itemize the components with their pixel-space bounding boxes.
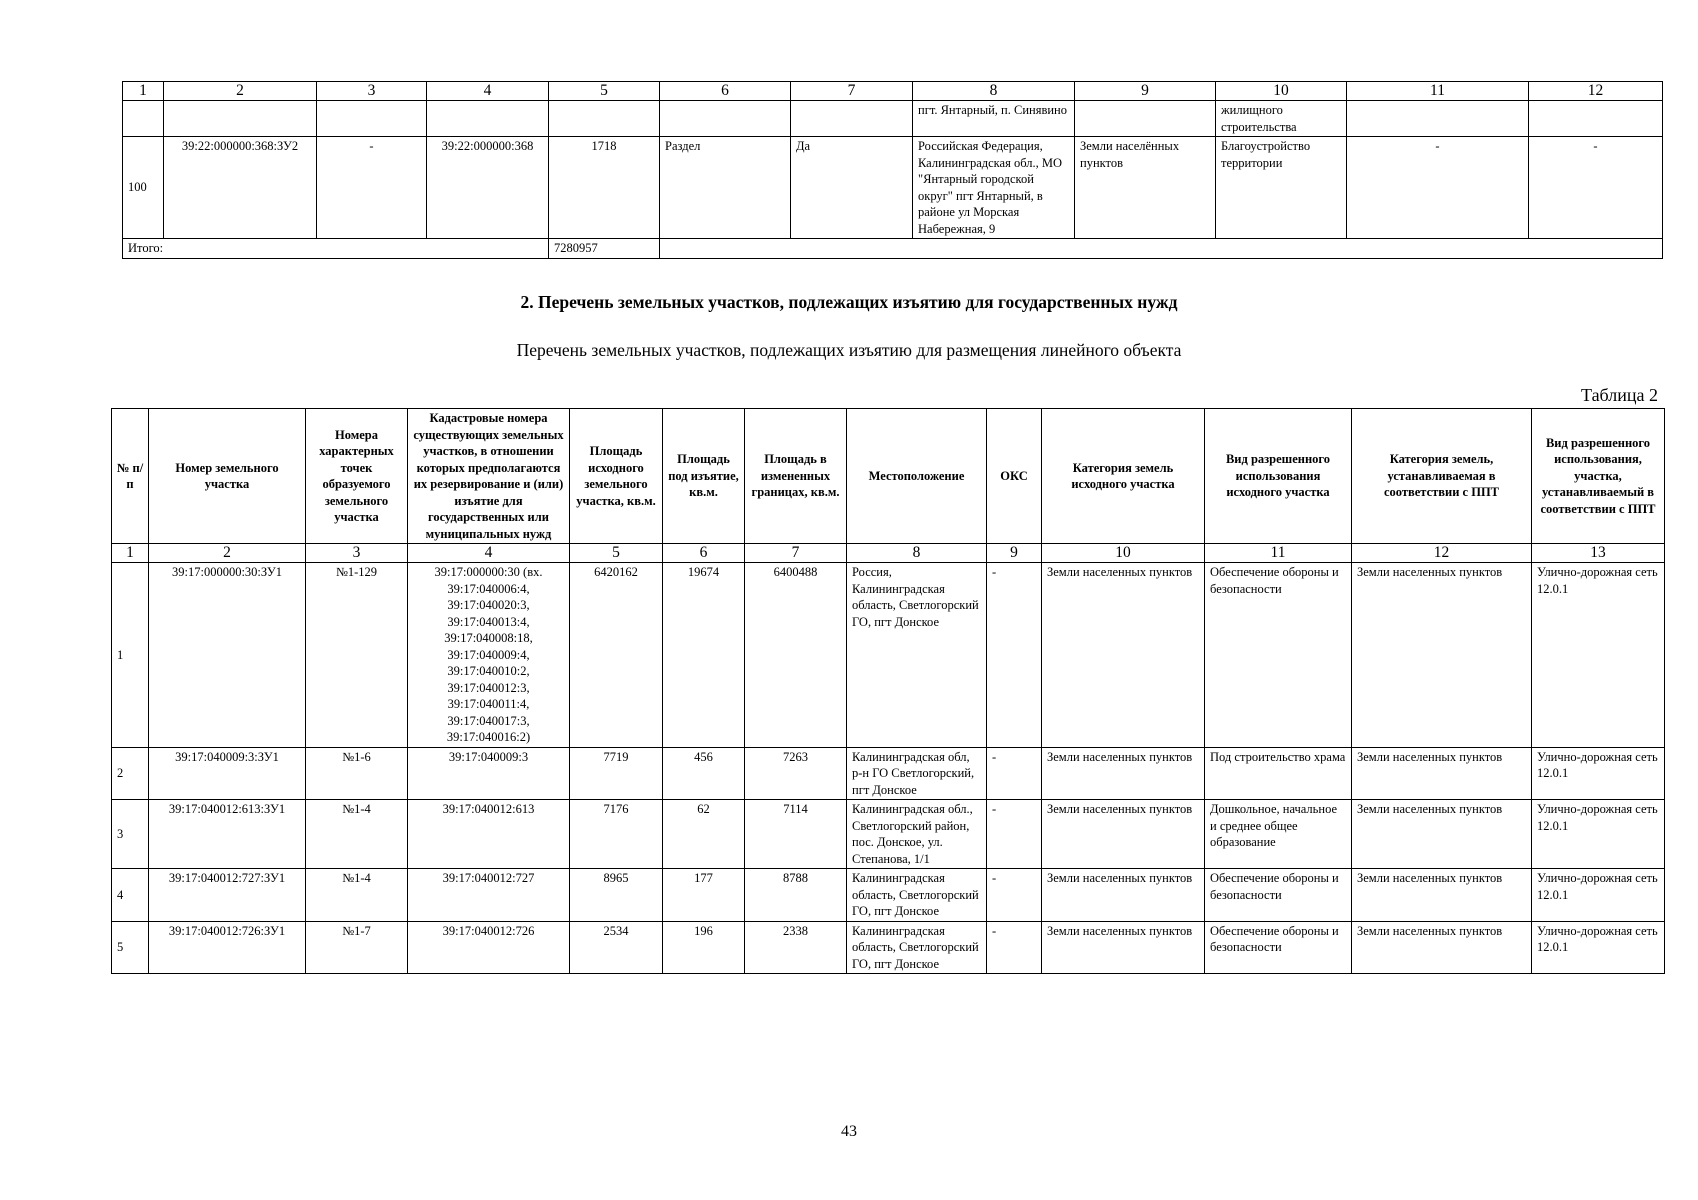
table-cell: - bbox=[987, 800, 1042, 869]
table-cell: 456 bbox=[663, 747, 745, 800]
table-cell bbox=[317, 101, 427, 137]
table-cell: Земли населенных пунктов bbox=[1042, 921, 1205, 974]
table-cell: Земли населенных пунктов bbox=[1042, 747, 1205, 800]
table-cell: Дошкольное, начальное и среднее общее образование bbox=[1205, 800, 1352, 869]
column-header: Площадь исходного земельного участка, кв.м. bbox=[570, 409, 663, 544]
row-number: 2 bbox=[112, 747, 149, 800]
table-row bbox=[112, 563, 1665, 748]
table-cell: №1-4 bbox=[306, 800, 408, 869]
table-cell: 39:22:000000:368:ЗУ2 bbox=[164, 137, 317, 239]
table-cell: 2338 bbox=[745, 921, 847, 974]
table-caption: Таблица 2 bbox=[1581, 385, 1658, 405]
table-cell: Улично-дорожная сеть 12.0.1 bbox=[1532, 800, 1665, 869]
table-cell bbox=[427, 101, 549, 137]
table-cell bbox=[549, 101, 660, 137]
table-cell: Россия, Калининградская область, Светлогорский ГО, пгт Донское bbox=[847, 563, 987, 748]
column-number: 11 bbox=[1347, 82, 1529, 101]
table-row bbox=[123, 137, 1663, 239]
table-cell: Калининградская область, Светлогорский ГО, пгт Донское bbox=[847, 921, 987, 974]
column-header: Площадь под изъятие, кв.м. bbox=[663, 409, 745, 544]
column-number: 3 bbox=[317, 82, 427, 101]
table-cell: Калининградская область, Светлогорский ГО, пгт Донское bbox=[847, 869, 987, 922]
row-number: 3 bbox=[112, 800, 149, 869]
column-header: Номер земельного участка bbox=[149, 409, 306, 544]
column-header: Вид разрешенного использования, участка, устанавливаемый в соответствии с ППТ bbox=[1532, 409, 1665, 544]
column-header: № п/п bbox=[112, 409, 149, 544]
column-number: 8 bbox=[847, 544, 987, 563]
land-plots-table-continuation bbox=[122, 81, 1663, 259]
column-number: 12 bbox=[1352, 544, 1532, 563]
table-cell: Обеспечение обороны и безопасности bbox=[1205, 563, 1352, 748]
table-cell bbox=[123, 101, 164, 137]
table-cell bbox=[791, 101, 913, 137]
table-cell: 7263 bbox=[745, 747, 847, 800]
table-cell: Улично-дорожная сеть 12.0.1 bbox=[1532, 921, 1665, 974]
table-cell: 2534 bbox=[570, 921, 663, 974]
table-cell: Земли населенных пунктов bbox=[1352, 747, 1532, 800]
column-number: 1 bbox=[123, 82, 164, 101]
header-row bbox=[112, 409, 1665, 544]
table-cell: Под строительство храма bbox=[1205, 747, 1352, 800]
table-cell: 7176 bbox=[570, 800, 663, 869]
column-number-row bbox=[112, 544, 1665, 563]
table-cell: Земли населённых пунктов bbox=[1075, 137, 1216, 239]
column-number: 8 bbox=[913, 82, 1075, 101]
table-cell bbox=[1075, 101, 1216, 137]
column-number: 6 bbox=[660, 82, 791, 101]
column-header: Вид разрешенного использования исходного участка bbox=[1205, 409, 1352, 544]
table-cell: Калининградская обл, р-н ГО Светлогорский, пгт Донское bbox=[847, 747, 987, 800]
table-cell bbox=[164, 101, 317, 137]
table-cell: Земли населенных пунктов bbox=[1042, 563, 1205, 748]
table-cell: №1-4 bbox=[306, 869, 408, 922]
table-cell: - bbox=[987, 747, 1042, 800]
column-number: 12 bbox=[1529, 82, 1663, 101]
table-cell: - bbox=[987, 869, 1042, 922]
table-cell: Земли населенных пунктов bbox=[1352, 563, 1532, 748]
column-number: 5 bbox=[570, 544, 663, 563]
table-cell bbox=[1529, 101, 1663, 137]
table-cell: Земли населенных пунктов bbox=[1352, 800, 1532, 869]
column-header: ОКС bbox=[987, 409, 1042, 544]
table-cell: 39:17:040012:726 bbox=[408, 921, 570, 974]
table-cell: №1-7 bbox=[306, 921, 408, 974]
total-value: 7280957 bbox=[549, 239, 660, 259]
row-number: 4 bbox=[112, 869, 149, 922]
table-cell: 39:22:000000:368 bbox=[427, 137, 549, 239]
column-number: 13 bbox=[1532, 544, 1665, 563]
table-cell: №1-6 bbox=[306, 747, 408, 800]
table-cell: 39:17:040012:613 bbox=[408, 800, 570, 869]
column-number: 10 bbox=[1042, 544, 1205, 563]
table-row bbox=[112, 747, 1665, 800]
table-cell: 6400488 bbox=[745, 563, 847, 748]
column-number: 6 bbox=[663, 544, 745, 563]
table-cell: Улично-дорожная сеть 12.0.1 bbox=[1532, 869, 1665, 922]
table-cell: Земли населенных пунктов bbox=[1042, 869, 1205, 922]
table-cell: 39:17:040012:727:ЗУ1 bbox=[149, 869, 306, 922]
table-row bbox=[112, 800, 1665, 869]
table-cell: Обеспечение обороны и безопасности bbox=[1205, 869, 1352, 922]
table-cell: 39:17:040012:726:ЗУ1 bbox=[149, 921, 306, 974]
column-header: Категория земель исходного участка bbox=[1042, 409, 1205, 544]
table-cell: 7114 bbox=[745, 800, 847, 869]
table-cell: 19674 bbox=[663, 563, 745, 748]
table-cell: 39:17:040009:3 bbox=[408, 747, 570, 800]
column-header: Площадь в измененных границах, кв.м. bbox=[745, 409, 847, 544]
table-cell: 8788 bbox=[745, 869, 847, 922]
column-number: 5 bbox=[549, 82, 660, 101]
total-label: Итого: bbox=[123, 239, 549, 259]
column-header: Категория земель, устанавливаемая в соответствии с ППТ bbox=[1352, 409, 1532, 544]
row-number: 1 bbox=[112, 563, 149, 748]
table-row bbox=[123, 101, 1663, 137]
table-cell: 196 bbox=[663, 921, 745, 974]
table-cell: Калининградская обл., Светлогорский район, пос. Донское, ул. Степанова, 1/1 bbox=[847, 800, 987, 869]
table-cell: Улично-дорожная сеть 12.0.1 bbox=[1532, 747, 1665, 800]
section-heading: 2. Перечень земельных участков, подлежащих изъятию для государственных нужд bbox=[520, 292, 1178, 312]
table-cell: - bbox=[1529, 137, 1663, 239]
table-cell: - bbox=[317, 137, 427, 239]
column-number: 2 bbox=[164, 82, 317, 101]
table-row bbox=[112, 869, 1665, 922]
table-cell: Обеспечение обороны и безопасности bbox=[1205, 921, 1352, 974]
table-cell: Земли населенных пунктов bbox=[1352, 869, 1532, 922]
column-number: 9 bbox=[987, 544, 1042, 563]
column-number: 2 bbox=[149, 544, 306, 563]
section-subtitle: Перечень земельных участков, подлежащих изъятию для размещения линейного объекта bbox=[516, 340, 1182, 360]
table-cell: Благоустройство территории bbox=[1216, 137, 1347, 239]
column-number: 4 bbox=[427, 82, 549, 101]
row-number: 100 bbox=[123, 137, 164, 239]
page-number: 43 bbox=[841, 1123, 857, 1140]
table-cell: №1-129 bbox=[306, 563, 408, 748]
table-cell: 8965 bbox=[570, 869, 663, 922]
table-cell bbox=[1347, 101, 1529, 137]
column-number: 3 bbox=[306, 544, 408, 563]
table-cell: Российская Федерация, Калининградская обл., МО "Янтарный городской округ" пгт Янтарный, в районе ул Морская Набережная, 9 bbox=[913, 137, 1075, 239]
table-cell: Да bbox=[791, 137, 913, 239]
column-number: 7 bbox=[745, 544, 847, 563]
column-header: Кадастровые номера существующих земельных участков, в отношении которых предполагаются их резервирование и (или) изъятие для государственных или муниципальных нужд bbox=[408, 409, 570, 544]
table-cell: 39:17:040012:613:ЗУ1 bbox=[149, 800, 306, 869]
table-cell: 39:17:000000:30:ЗУ1 bbox=[149, 563, 306, 748]
column-number-row bbox=[123, 82, 1663, 101]
table-cell: 39:17:040012:727 bbox=[408, 869, 570, 922]
total-row bbox=[123, 239, 1663, 259]
table-cell: - bbox=[1347, 137, 1529, 239]
column-number: 10 bbox=[1216, 82, 1347, 101]
column-number: 1 bbox=[112, 544, 149, 563]
column-number: 7 bbox=[791, 82, 913, 101]
column-number: 11 bbox=[1205, 544, 1352, 563]
table-cell: 39:17:040009:3:ЗУ1 bbox=[149, 747, 306, 800]
table-cell: 6420162 bbox=[570, 563, 663, 748]
table-cell: Улично-дорожная сеть 12.0.1 bbox=[1532, 563, 1665, 748]
table-cell: 62 bbox=[663, 800, 745, 869]
column-header: Номера характерных точек образуемого земельного участка bbox=[306, 409, 408, 544]
table-cell: Раздел bbox=[660, 137, 791, 239]
column-header: Местоположение bbox=[847, 409, 987, 544]
table-cell: 177 bbox=[663, 869, 745, 922]
table-cell: 7719 bbox=[570, 747, 663, 800]
row-number: 5 bbox=[112, 921, 149, 974]
table-cell: жилищного строительства bbox=[1216, 101, 1347, 137]
table-cell: 1718 bbox=[549, 137, 660, 239]
column-number: 4 bbox=[408, 544, 570, 563]
table-cell: Земли населенных пунктов bbox=[1352, 921, 1532, 974]
table-row bbox=[112, 921, 1665, 974]
table-cell bbox=[660, 239, 1663, 259]
table-cell: 39:17:000000:30 (вх. 39:17:040006:4, 39:17:040020:3, 39:17:040013:4, 39:17:040008:18, 39:17:040009:4, 39:17:040010:2, 39:17:040012:3, 39:17:040011:4, 39:17:040017:3, 39:17:040016:2) bbox=[408, 563, 570, 748]
table-cell: - bbox=[987, 563, 1042, 748]
table-cell: Земли населенных пунктов bbox=[1042, 800, 1205, 869]
land-plots-withdrawal-table bbox=[111, 408, 1665, 974]
table-cell bbox=[660, 101, 791, 137]
column-number: 9 bbox=[1075, 82, 1216, 101]
table-cell: - bbox=[987, 921, 1042, 974]
table-cell: пгт. Янтарный, п. Синявино bbox=[913, 101, 1075, 137]
